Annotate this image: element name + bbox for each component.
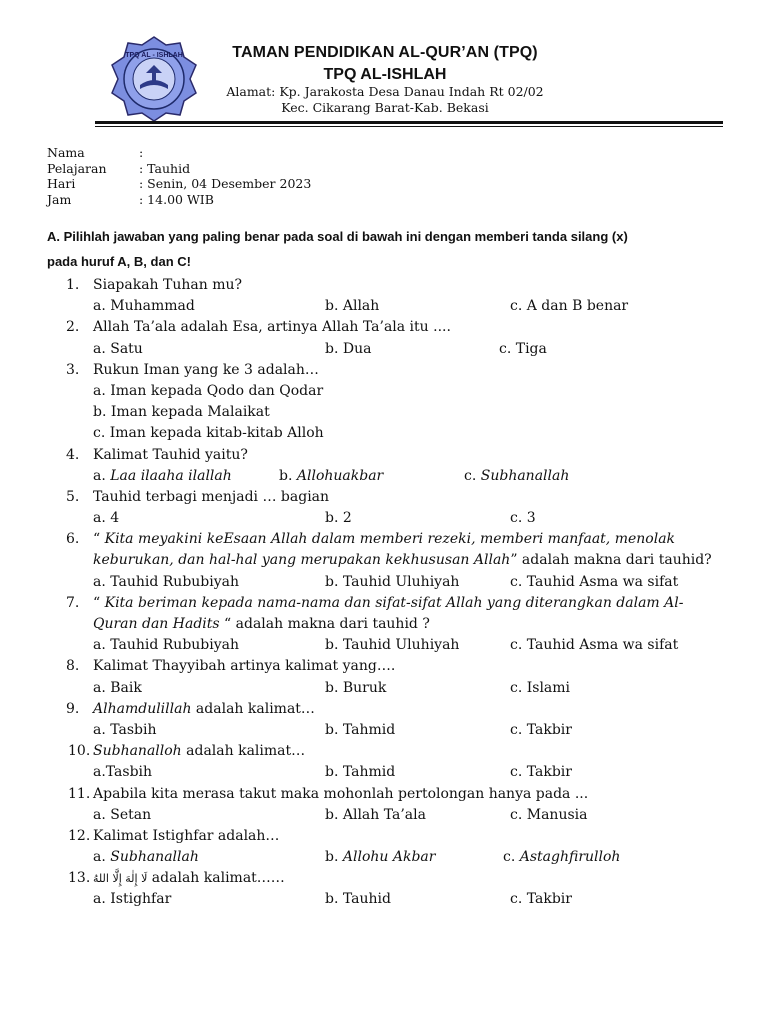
options-9 bbox=[47, 720, 747, 741]
question-text: Kalimat Thayyibah artinya kalimat yang…. bbox=[93, 658, 396, 675]
student-info bbox=[47, 145, 311, 207]
options-13 bbox=[47, 889, 747, 910]
question-7 bbox=[47, 593, 747, 614]
option-c: c. Tauhid Asma wa sifat bbox=[510, 573, 679, 590]
quote-open: “ bbox=[93, 531, 105, 548]
option-b: b. Allah Ta’ala bbox=[325, 806, 426, 823]
option-b bbox=[279, 466, 383, 487]
question-italic: keburukan, dan hal-hal yang merupakan kekhususan Allah bbox=[93, 552, 511, 569]
option-prefix: a. bbox=[93, 467, 111, 484]
option-prefix: c. bbox=[503, 849, 520, 866]
options-11 bbox=[47, 805, 747, 826]
info-row-jam bbox=[47, 192, 311, 208]
info-row-pelajaran bbox=[47, 161, 311, 177]
header-rule-thin bbox=[95, 126, 723, 127]
question-number: 10. bbox=[68, 743, 91, 760]
question-number: 7. bbox=[66, 594, 80, 611]
quote-open: “ bbox=[93, 594, 105, 611]
options-12 bbox=[47, 847, 747, 868]
question-number: 3. bbox=[66, 361, 80, 378]
question-9 bbox=[47, 699, 747, 720]
info-row-nama bbox=[47, 145, 311, 161]
option-prefix: b. bbox=[325, 849, 343, 866]
option-b: b. Tauhid bbox=[325, 891, 391, 908]
option-text: Subhanallah bbox=[480, 467, 570, 484]
option-a: a. 4 bbox=[93, 510, 120, 527]
question-text bbox=[93, 614, 430, 635]
options-10 bbox=[47, 762, 747, 783]
option-a: a. Tauhid Rububiyah bbox=[93, 573, 240, 590]
instruction-line-1: A. Pilihlah jawaban yang paling benar pada soal di bawah ini dengan memberi tanda silang (x) bbox=[47, 229, 628, 244]
option-prefix: b. bbox=[279, 467, 297, 484]
question-text: Allah Ta’ala adalah Esa, artinya Allah Ta’ala itu .... bbox=[93, 319, 451, 336]
option-c: c. 3 bbox=[510, 510, 536, 527]
option-a: a. Tasbih bbox=[93, 721, 157, 738]
option-text: Astaghfirulloh bbox=[519, 849, 621, 866]
options-6 bbox=[47, 572, 747, 593]
question-number: 6. bbox=[66, 531, 80, 548]
question-italic: Subhanalloh bbox=[93, 743, 182, 760]
question-text bbox=[93, 529, 675, 550]
option-b: b. Tahmid bbox=[325, 764, 396, 781]
question-7-cont bbox=[47, 614, 747, 635]
option-c: c. Iman kepada kitab-kitab Alloh bbox=[93, 425, 324, 442]
option-b: b. Tauhid Uluhiyah bbox=[325, 573, 460, 590]
option-a: a. Tauhid Rububiyah bbox=[93, 637, 240, 654]
option-c bbox=[464, 466, 569, 487]
question-tail: “ adalah makna dari tauhid ? bbox=[219, 616, 430, 632]
arabic-phrase: لَا إِلٰهَ إِلَّا اللهُ bbox=[93, 872, 148, 886]
option-b: b. 2 bbox=[325, 510, 352, 527]
instruction-line-2: pada huruf A, B, dan C! bbox=[47, 254, 191, 269]
address-line-1: Alamat: Kp. Jarakosta Desa Danau Indah Rt 02/02 bbox=[226, 84, 544, 99]
options-7 bbox=[47, 635, 747, 656]
option-c: c. Manusia bbox=[510, 806, 588, 823]
question-text: Apabila kita merasa takut maka mohonlah pertolongan hanya pada ... bbox=[93, 785, 589, 802]
info-label: Pelajaran bbox=[47, 160, 107, 176]
question-10 bbox=[47, 741, 747, 762]
question-13 bbox=[47, 868, 747, 889]
header-rule-thick bbox=[95, 121, 723, 124]
question-text bbox=[93, 699, 315, 720]
option-a: a. Iman kepada Qodo dan Qodar bbox=[93, 382, 324, 399]
question-5 bbox=[47, 487, 747, 508]
school-title: TAMAN PENDIDIKAN AL-QUR’AN (TPQ) bbox=[232, 44, 538, 61]
question-text: Kalimat Tauhid yaitu? bbox=[93, 446, 248, 463]
instructions bbox=[47, 224, 727, 274]
question-11 bbox=[47, 784, 747, 805]
options-5 bbox=[47, 508, 747, 529]
options-1 bbox=[47, 296, 747, 317]
question-3 bbox=[47, 360, 747, 381]
question-number: 9. bbox=[66, 700, 80, 717]
option-c: c. A dan B benar bbox=[510, 298, 629, 315]
option-c: c. Tiga bbox=[499, 340, 547, 357]
question-number: 8. bbox=[66, 658, 80, 675]
option-c: c. Takbir bbox=[510, 721, 572, 738]
info-row-hari bbox=[47, 176, 311, 192]
question-number: 5. bbox=[66, 488, 80, 505]
option-3a bbox=[47, 381, 747, 402]
question-text bbox=[93, 868, 285, 889]
option-b: b. Buruk bbox=[325, 679, 387, 696]
question-number: 11. bbox=[68, 785, 91, 802]
option-prefix: a. bbox=[93, 849, 111, 866]
option-b: b. Tahmid bbox=[325, 721, 396, 738]
question-tail: adalah kalimat… bbox=[181, 743, 306, 760]
question-list bbox=[47, 275, 747, 911]
option-c: c. Tauhid Asma wa sifat bbox=[510, 637, 679, 654]
option-b: b. Tauhid Uluhiyah bbox=[325, 637, 460, 654]
option-3c bbox=[47, 423, 747, 444]
option-text: Subhanallah bbox=[110, 849, 199, 866]
question-italic: Quran dan Hadits bbox=[93, 616, 220, 632]
option-a: a. Muhammad bbox=[93, 298, 195, 315]
info-label: Nama bbox=[47, 145, 85, 160]
question-text: Siapakah Tuhan mu? bbox=[93, 277, 243, 293]
options-2 bbox=[47, 339, 747, 360]
info-value: : bbox=[139, 145, 144, 160]
school-name: TPQ AL-ISHLAH bbox=[323, 66, 447, 83]
question-4 bbox=[47, 445, 747, 466]
option-a bbox=[93, 466, 232, 487]
option-a: a. Satu bbox=[93, 340, 143, 357]
question-2 bbox=[47, 317, 747, 338]
option-text: Laa ilaaha ilallah bbox=[110, 467, 232, 484]
option-c: c. Takbir bbox=[510, 891, 572, 908]
option-a: a. Setan bbox=[93, 806, 152, 823]
question-8 bbox=[47, 656, 747, 677]
option-a bbox=[93, 847, 199, 868]
question-text bbox=[93, 593, 683, 614]
option-b: b. Iman kepada Malaikat bbox=[93, 404, 270, 421]
logo-lettering: TPQ AL - ISHLAH bbox=[125, 52, 183, 59]
option-a: a. Istighfar bbox=[93, 891, 172, 908]
info-value: : 14.00 WIB bbox=[139, 191, 214, 207]
options-4 bbox=[47, 466, 747, 487]
option-c: c. Takbir bbox=[510, 764, 572, 781]
info-label: Jam bbox=[47, 191, 72, 207]
option-3b bbox=[47, 402, 747, 423]
question-text: Kalimat Istighfar adalah… bbox=[93, 827, 280, 844]
info-label: Hari bbox=[47, 176, 76, 191]
address-line-2: Kec. Cikarang Barat-Kab. Bekasi bbox=[281, 100, 489, 115]
question-number: 12. bbox=[68, 827, 91, 844]
option-b: b. Dua bbox=[325, 340, 372, 357]
question-tail: adalah kalimat… bbox=[191, 700, 315, 717]
question-number: 1. bbox=[66, 277, 80, 293]
option-a: a.Tasbih bbox=[93, 764, 153, 781]
question-number: 2. bbox=[66, 319, 80, 336]
question-number: 4. bbox=[66, 446, 80, 463]
option-a: a. Baik bbox=[93, 679, 142, 696]
question-italic: Alhamdulillah bbox=[93, 700, 192, 717]
question-text bbox=[93, 550, 712, 571]
question-tail: ” adalah makna dari tauhid? bbox=[510, 552, 712, 569]
option-b bbox=[325, 847, 435, 868]
question-number: 13. bbox=[68, 870, 91, 887]
question-italic: Kita beriman kepada nama-nama dan sifat-sifat Allah yang diterangkan dalam Al- bbox=[104, 594, 684, 611]
question-italic: Kita meyakini keEsaan Allah dalam memberi rezeki, memberi manfaat, menolak bbox=[104, 531, 676, 548]
option-text: Allohuakbar bbox=[296, 467, 384, 484]
info-value: : Senin, 04 Desember 2023 bbox=[139, 176, 312, 191]
question-text: Tauhid terbagi menjadi … bagian bbox=[93, 488, 330, 505]
question-6-cont bbox=[47, 550, 747, 571]
option-prefix: c. bbox=[464, 467, 481, 484]
question-6 bbox=[47, 529, 747, 550]
question-12 bbox=[47, 826, 747, 847]
question-text: Rukun Iman yang ke 3 adalah… bbox=[93, 361, 319, 378]
tpq-logo bbox=[110, 35, 198, 123]
option-text: Allohu Akbar bbox=[342, 849, 436, 866]
option-c: c. Islami bbox=[510, 679, 571, 696]
option-c bbox=[503, 847, 620, 868]
option-b: b. Allah bbox=[325, 298, 380, 315]
info-value: : Tauhid bbox=[139, 160, 191, 176]
question-text bbox=[93, 741, 305, 762]
options-8 bbox=[47, 678, 747, 699]
question-tail: adalah kalimat…… bbox=[147, 870, 285, 887]
question-1 bbox=[47, 275, 747, 296]
